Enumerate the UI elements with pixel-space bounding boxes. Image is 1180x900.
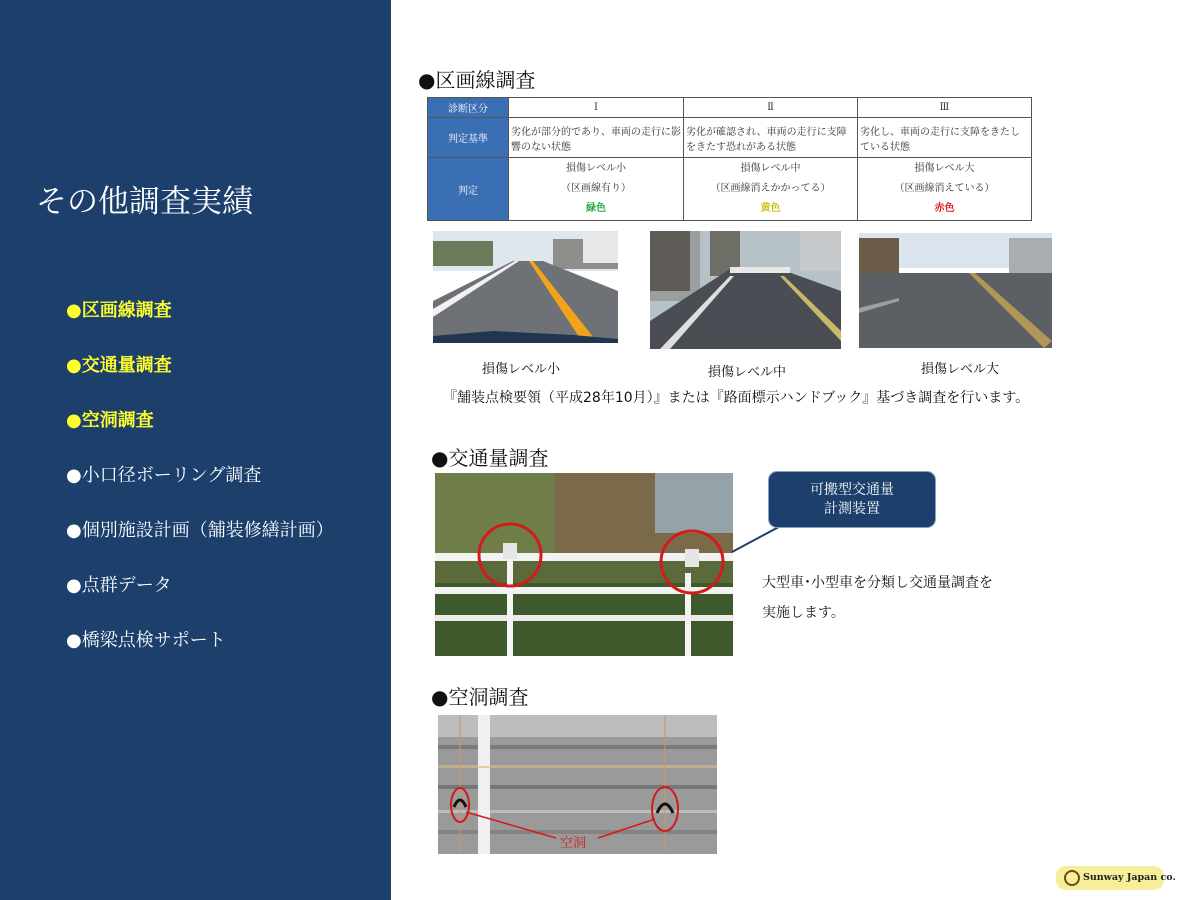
company-logo <box>1056 866 1176 890</box>
sidebar-item-boring[interactable] <box>66 461 334 516</box>
sidebar-item-facility-plan[interactable] <box>66 516 334 571</box>
table-row-header: 判定 <box>428 158 509 221</box>
traffic-description-line: 実施します。 <box>762 605 845 621</box>
road-photo-medium <box>650 231 841 349</box>
damage-level: 損傷レベル中 <box>740 163 801 174</box>
damage-level: 損傷レベル大 <box>914 163 975 174</box>
sidebar-item-label: ●小口径ボーリング調査 <box>66 465 262 486</box>
criterion-cell: 劣化が部分的であり、車両の走行に影響のない状態 <box>509 118 684 158</box>
sidebar <box>0 0 391 900</box>
sidebar-item-label: ●空洞調査 <box>66 410 154 431</box>
logo-mark-icon <box>1064 870 1080 886</box>
sidebar-item-label: ●橋梁点検サポート <box>66 630 226 651</box>
road-photo-high <box>859 233 1052 348</box>
grade-cell: Ⅰ <box>509 98 684 118</box>
grade-cell: Ⅱ <box>684 98 858 118</box>
criterion-cell: 劣化し、車両の走行に支障をきたしている状態 <box>858 118 1032 158</box>
traffic-description <box>762 568 993 628</box>
sidebar-item-lane-marking[interactable] <box>66 296 334 351</box>
color-label: 赤色 <box>934 203 955 214</box>
damage-level: 損傷レベル小 <box>566 163 626 174</box>
callout-line: 計測装置 <box>824 501 880 517</box>
lane-marking-title: ●区画線調査 <box>418 68 536 92</box>
damage-detail: （区画線消えかかってる） <box>710 183 831 194</box>
damage-detail: （区画線消えている） <box>894 183 995 194</box>
color-label: 黄色 <box>760 203 781 214</box>
judgement-cell <box>858 158 1032 221</box>
sidebar-item-bridge[interactable] <box>66 626 334 681</box>
lane-marking-description: 『舗装点検要領（平成28年10月）』または『路面標示ハンドブック』基づき調査を行います。 <box>443 390 1030 406</box>
damage-detail: （区画線有り） <box>561 183 631 194</box>
judgement-cell <box>509 158 684 221</box>
table-row-header: 判定基準 <box>428 118 509 158</box>
photo-caption: 損傷レベル小 <box>482 362 561 377</box>
traffic-title: ●交通量調査 <box>431 446 549 470</box>
sidebar-item-label: ●点群データ <box>66 575 172 596</box>
sidebar-item-label: ●交通量調査 <box>66 355 172 376</box>
grade-cell: Ⅲ <box>858 98 1032 118</box>
sidebar-item-label: ●区画線調査 <box>66 300 172 321</box>
photo-caption: 損傷レベル中 <box>708 365 787 380</box>
sidebar-nav <box>66 296 334 681</box>
cavity-title: ●空洞調査 <box>431 685 529 709</box>
table-row-header: 診断区分 <box>428 98 509 118</box>
diagnosis-table <box>427 97 1032 221</box>
judgement-cell <box>684 158 858 221</box>
traffic-device-callout <box>768 471 936 528</box>
callout-line: 可搬型交通量 <box>810 482 894 498</box>
traffic-description-line: 大型車･小型車を分類し交通量調査を <box>762 575 993 591</box>
cavity-label: 空洞 <box>560 836 587 851</box>
sidebar-title: その他調査実績 <box>36 184 253 220</box>
road-photo-low <box>433 231 618 343</box>
photo-caption: 損傷レベル大 <box>921 362 1000 377</box>
sidebar-item-cavity[interactable] <box>66 406 334 461</box>
traffic-counter-photo <box>435 473 733 656</box>
color-label: 緑色 <box>586 203 606 214</box>
criterion-cell: 劣化が確認され、車両の走行に支障をきたす恐れがある状態 <box>684 118 858 158</box>
sidebar-item-label: ●個別施設計画（舗装修繕計画） <box>66 520 334 541</box>
sidebar-item-traffic[interactable] <box>66 351 334 406</box>
sidebar-item-point-cloud[interactable] <box>66 571 334 626</box>
logo-text: Sunway Japan co. <box>1083 872 1176 883</box>
radar-scan-image <box>438 715 717 854</box>
